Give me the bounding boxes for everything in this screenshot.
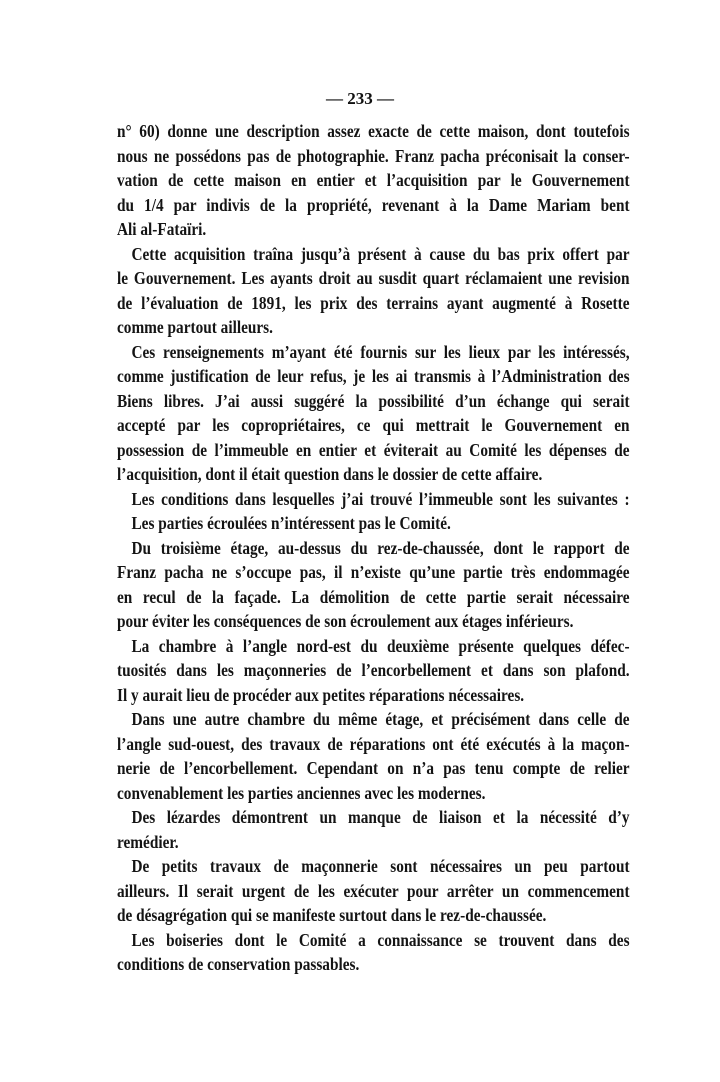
text-line: l’angle sud-ouest, des travaux de réparations ont été exécutés à la maçon-: [117, 733, 630, 754]
text-line: possession de l’immeuble en entier et éviterait au Comité les dépenses de: [117, 439, 630, 460]
text-line: en recul de la façade. La démolition de cette partie serait nécessaire: [117, 586, 630, 607]
text-line: pour éviter les conséquences de son écroulement aux étages inférieurs.: [117, 611, 574, 631]
text-line: Cette acquisition traîna jusqu’à présent à cause du bas prix offert par: [131, 243, 630, 264]
text-line: conditions de conservation passables.: [117, 954, 360, 974]
text-line: convenablement les parties anciennes avec les modernes.: [117, 782, 486, 803]
page-number: — 233 —: [326, 89, 394, 108]
text-line: nerie de l’encorbellement. Cependant on n’a pas tenu compte de relier: [117, 758, 630, 778]
text-line: Du troisième étage, au-dessus du rez-de-chaussée, dont le rapport de: [131, 537, 630, 558]
body-text: [117, 119, 630, 977]
text-line: Biens libres. J’ai aussi suggéré la possibilité d’un échange qui serait: [117, 390, 630, 411]
text-line: Dans une autre chambre du même étage, et précisément dans celle de: [131, 709, 630, 729]
text-line: accepté par les copropriétaires, ce qui mettrait le Gouvernement en: [117, 415, 630, 435]
text-line: remédier.: [117, 831, 179, 852]
text-line: Les parties écroulées n’intéressent pas le Comité.: [131, 513, 451, 533]
text-line: vation de cette maison en entier et l’acquisition par le Gouvernement: [117, 170, 630, 190]
text-line: Ces renseignements m’ayant été fournis sur les lieux par les intéressés,: [131, 341, 630, 362]
text-line: de l’évaluation de 1891, les prix des terrains ayant augmenté à Rosette: [117, 292, 630, 313]
text-line: nous ne possédons pas de photographie. Franz pacha préconisait la conser-: [117, 145, 630, 166]
text-line: comme justification de leur refus, je les ai transmis à l’Administration des: [117, 366, 630, 386]
text-line: Les conditions dans lesquelles j’ai trouvé l’immeuble sont les suivantes :: [131, 488, 630, 509]
text-line: l’acquisition, dont il était question dans le dossier de cette affaire.: [117, 464, 543, 484]
text-line: comme partout ailleurs.: [117, 317, 273, 337]
text-line: du 1/4 par indivis de la propriété, revenant à la Dame Mariam bent: [117, 194, 630, 215]
text-line: De petits travaux de maçonnerie sont nécessaires un peu partout: [131, 856, 630, 876]
text-line: le Gouvernement. Les ayants droit au susdit quart réclamaient une revision: [117, 268, 630, 288]
text-line: de désagrégation qui se manifeste surtout dans le rez-de-chaussée.: [117, 905, 547, 925]
text-line: n° 60) donne une description assez exacte de cette maison, dont toutefois: [117, 121, 630, 141]
text-line: Ali al-Fataïri.: [117, 219, 207, 239]
text-line: Les boiseries dont le Comité a connaissance se trouvent dans des: [131, 929, 630, 950]
text-line: Franz pacha ne s’occupe pas, il n’existe qu’une partie très endommagée: [117, 562, 630, 582]
text-line: ailleurs. Il serait urgent de les exécuter pour arrêter un commencement: [117, 880, 630, 901]
text-line: tuosités dans les maçonneries de l’encorbellement et dans son plafond.: [117, 660, 630, 680]
text-line: Il y aurait lieu de procéder aux petites réparations nécessaires.: [117, 684, 525, 705]
text-line: Des lézardes démontrent un manque de liaison et la nécessité d’y: [131, 807, 630, 827]
text-line: La chambre à l’angle nord-est du deuxième présente quelques défec-: [131, 635, 630, 656]
